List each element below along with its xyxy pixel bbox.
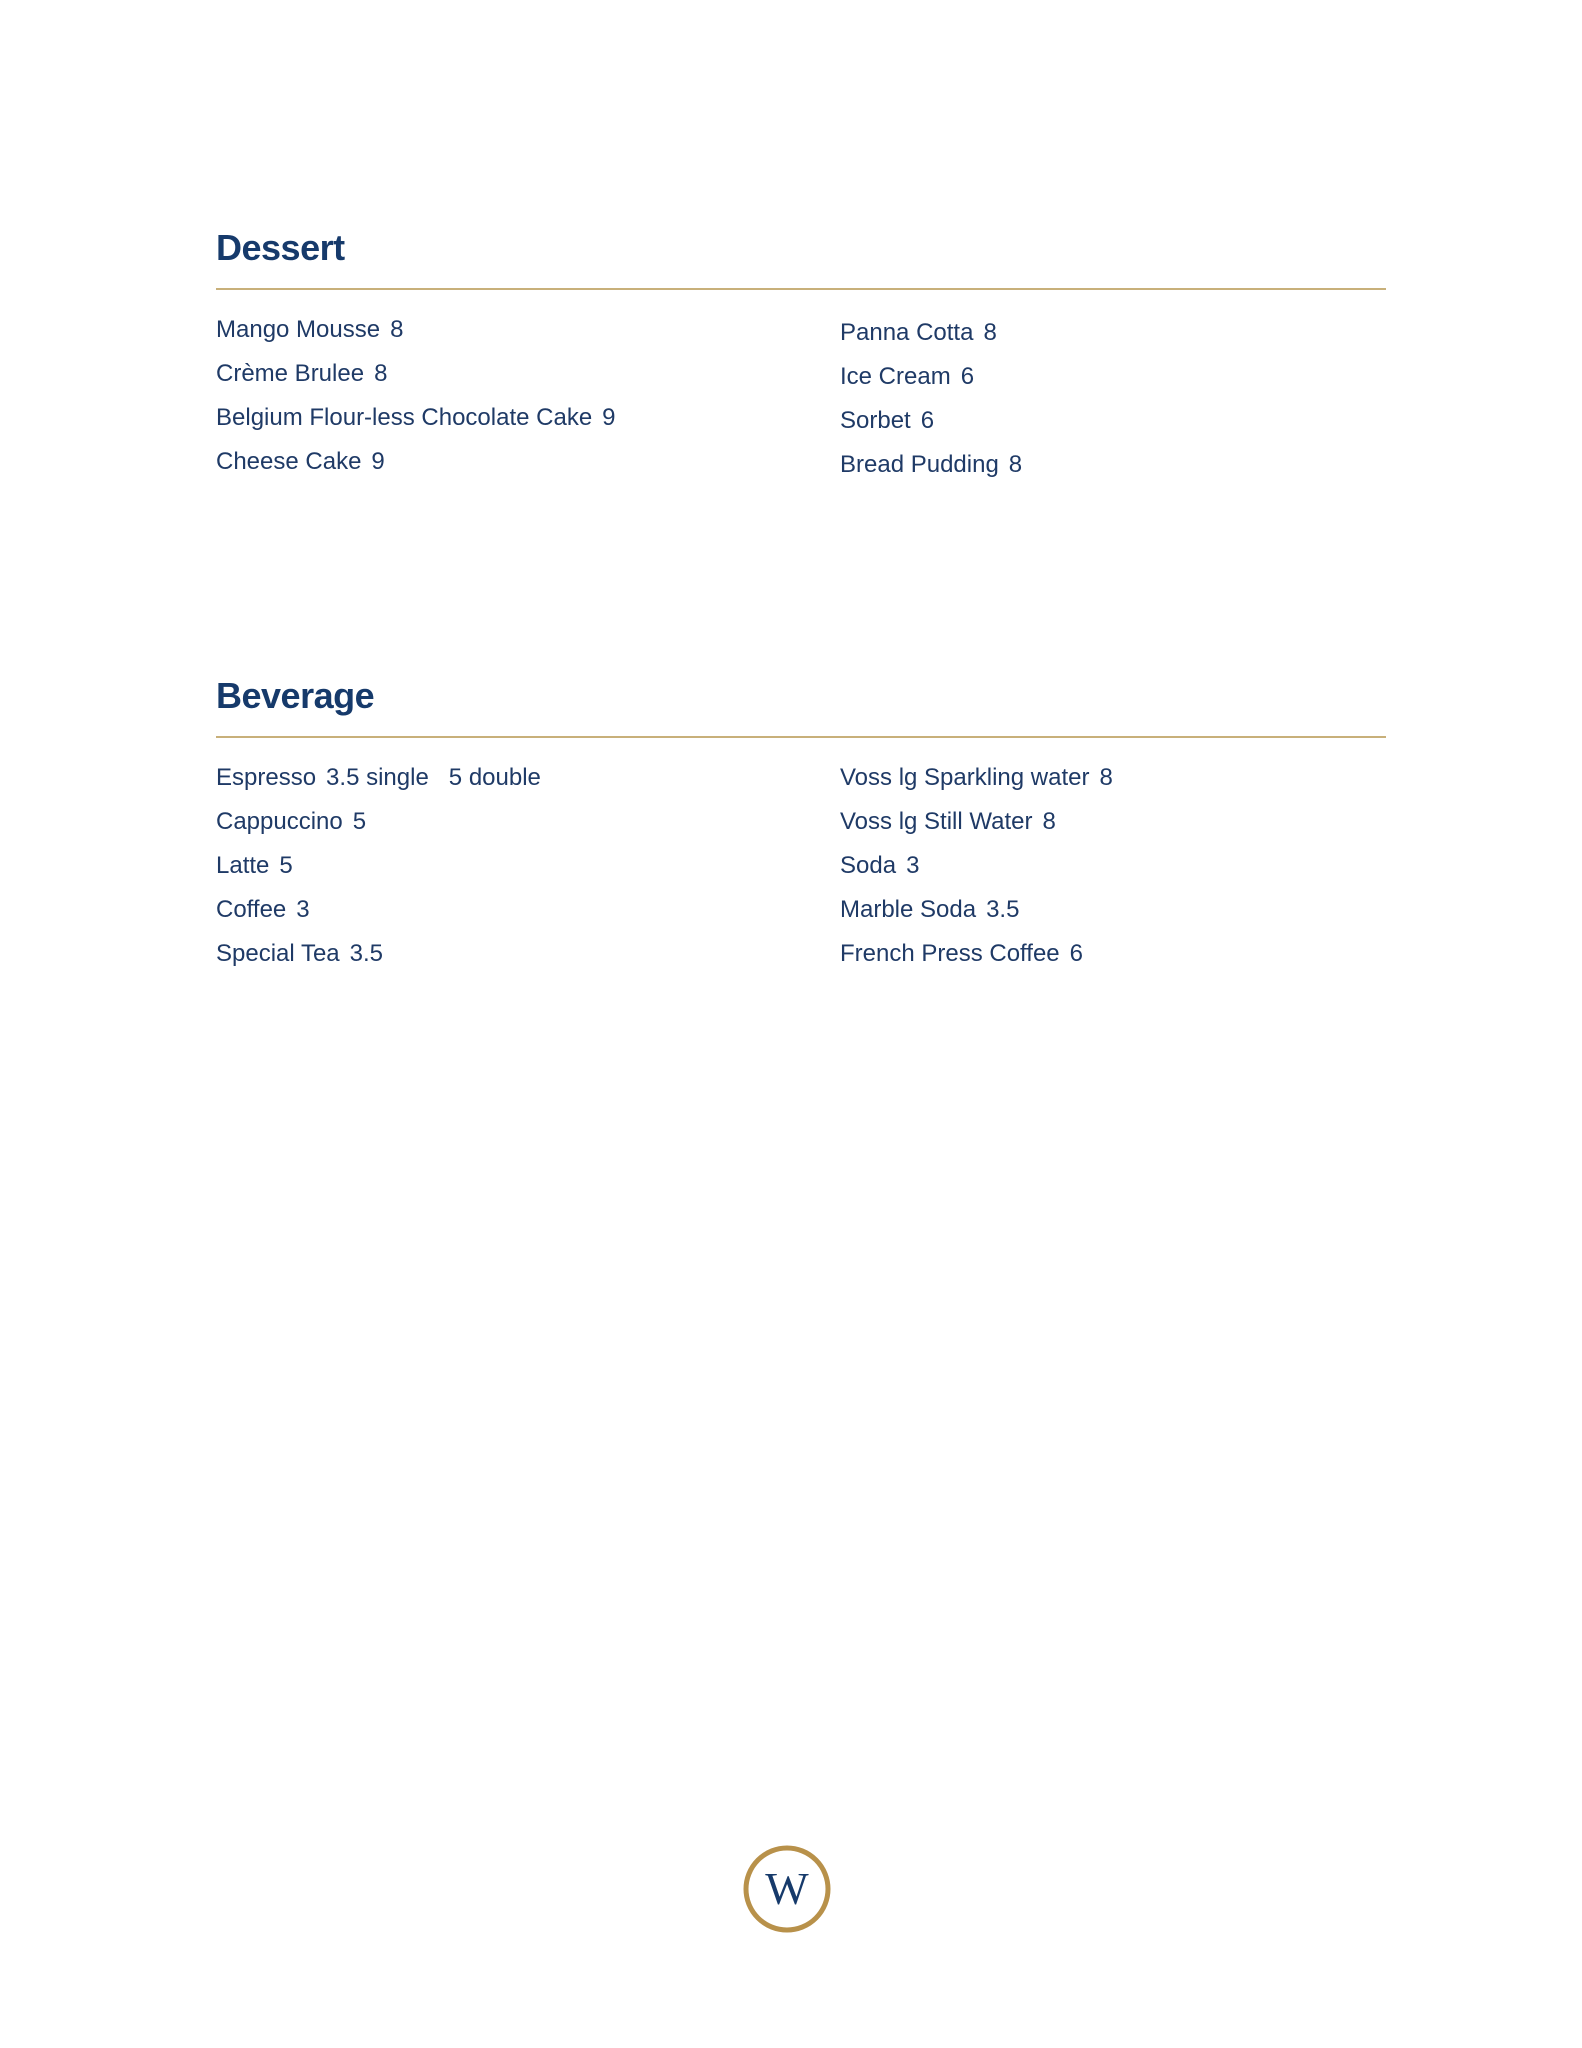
- menu-item: [216, 800, 840, 844]
- item-price: 8: [1042, 808, 1056, 835]
- item-price: 8: [390, 316, 404, 343]
- item-price: 5: [352, 808, 367, 835]
- menu-item: [840, 355, 1464, 399]
- w-monogram-logo-icon: [742, 1844, 832, 1934]
- item-price: 5: [279, 852, 293, 879]
- item-price: 8: [1008, 451, 1023, 478]
- item-price: 9: [371, 448, 385, 475]
- item-name: Espresso: [216, 764, 317, 791]
- menu-column-right: [840, 756, 1464, 976]
- item-name: Sorbet: [840, 407, 911, 434]
- menu-item: [840, 888, 1464, 932]
- menu-columns: [216, 308, 1386, 484]
- item-price: 6: [920, 407, 935, 434]
- item-name: Cappuccino: [216, 808, 343, 835]
- item-name: Crème Brulee: [216, 360, 365, 387]
- item-price: 3.5 single: [326, 764, 429, 791]
- item-name: French Press Coffee: [840, 940, 1060, 967]
- item-price: 8: [374, 360, 388, 387]
- menu-item: [216, 308, 840, 352]
- menu-item: [216, 396, 840, 440]
- item-name: Latte: [216, 852, 270, 879]
- menu-item: [840, 800, 1464, 844]
- menu-item: [216, 440, 840, 484]
- item-name: Voss lg Still Water: [840, 808, 1033, 835]
- item-price: 8: [983, 319, 997, 346]
- menu-item: [216, 844, 840, 888]
- item-price: 3.5: [349, 940, 384, 967]
- menu-item: [840, 844, 1464, 888]
- menu-column-right: [840, 308, 1464, 484]
- menu-item: [840, 399, 1464, 443]
- item-name: Marble Soda: [840, 896, 977, 923]
- menu-item: [216, 932, 840, 976]
- item-name: Special Tea: [216, 940, 340, 967]
- item-price: 6: [960, 363, 975, 390]
- item-price: 3.5: [986, 896, 1020, 923]
- section-divider: [216, 736, 1386, 738]
- menu-item: [216, 888, 840, 932]
- beverage-section: [216, 674, 1386, 976]
- menu-column-left: [216, 756, 840, 976]
- dessert-section: [216, 226, 1386, 484]
- menu-item: [840, 311, 1464, 355]
- menu-item: [840, 443, 1464, 487]
- item-name: Mango Mousse: [216, 316, 381, 343]
- item-price: 3: [296, 896, 310, 923]
- menu-item: [840, 932, 1464, 976]
- menu-item: [840, 756, 1464, 800]
- item-name: Soda: [840, 852, 897, 879]
- menu-columns: [216, 756, 1386, 976]
- item-price: 6: [1069, 940, 1084, 967]
- item-name: Bread Pudding: [840, 451, 999, 478]
- item-name: Ice Cream: [840, 363, 951, 390]
- item-name: Panna Cotta: [840, 319, 974, 346]
- item-price: 3: [906, 852, 920, 879]
- item-price: 8: [1099, 764, 1113, 791]
- menu-item: [216, 756, 840, 800]
- logo-letter: W: [765, 1863, 809, 1914]
- item-price: 9: [602, 404, 616, 431]
- item-name: Voss lg Sparkling water: [840, 764, 1090, 791]
- item-name: Cheese Cake: [216, 448, 362, 475]
- menu-column-left: [216, 308, 840, 484]
- item-price-double: 5 double: [448, 764, 541, 791]
- section-title-beverage: Beverage: [216, 675, 375, 716]
- section-title-dessert: Dessert: [216, 227, 345, 268]
- item-name: Belgium Flour-less Chocolate Cake: [216, 404, 593, 431]
- logo-svg: [742, 1844, 832, 1934]
- menu-item: [216, 352, 840, 396]
- item-name: Coffee: [216, 896, 287, 923]
- section-divider: [216, 288, 1386, 290]
